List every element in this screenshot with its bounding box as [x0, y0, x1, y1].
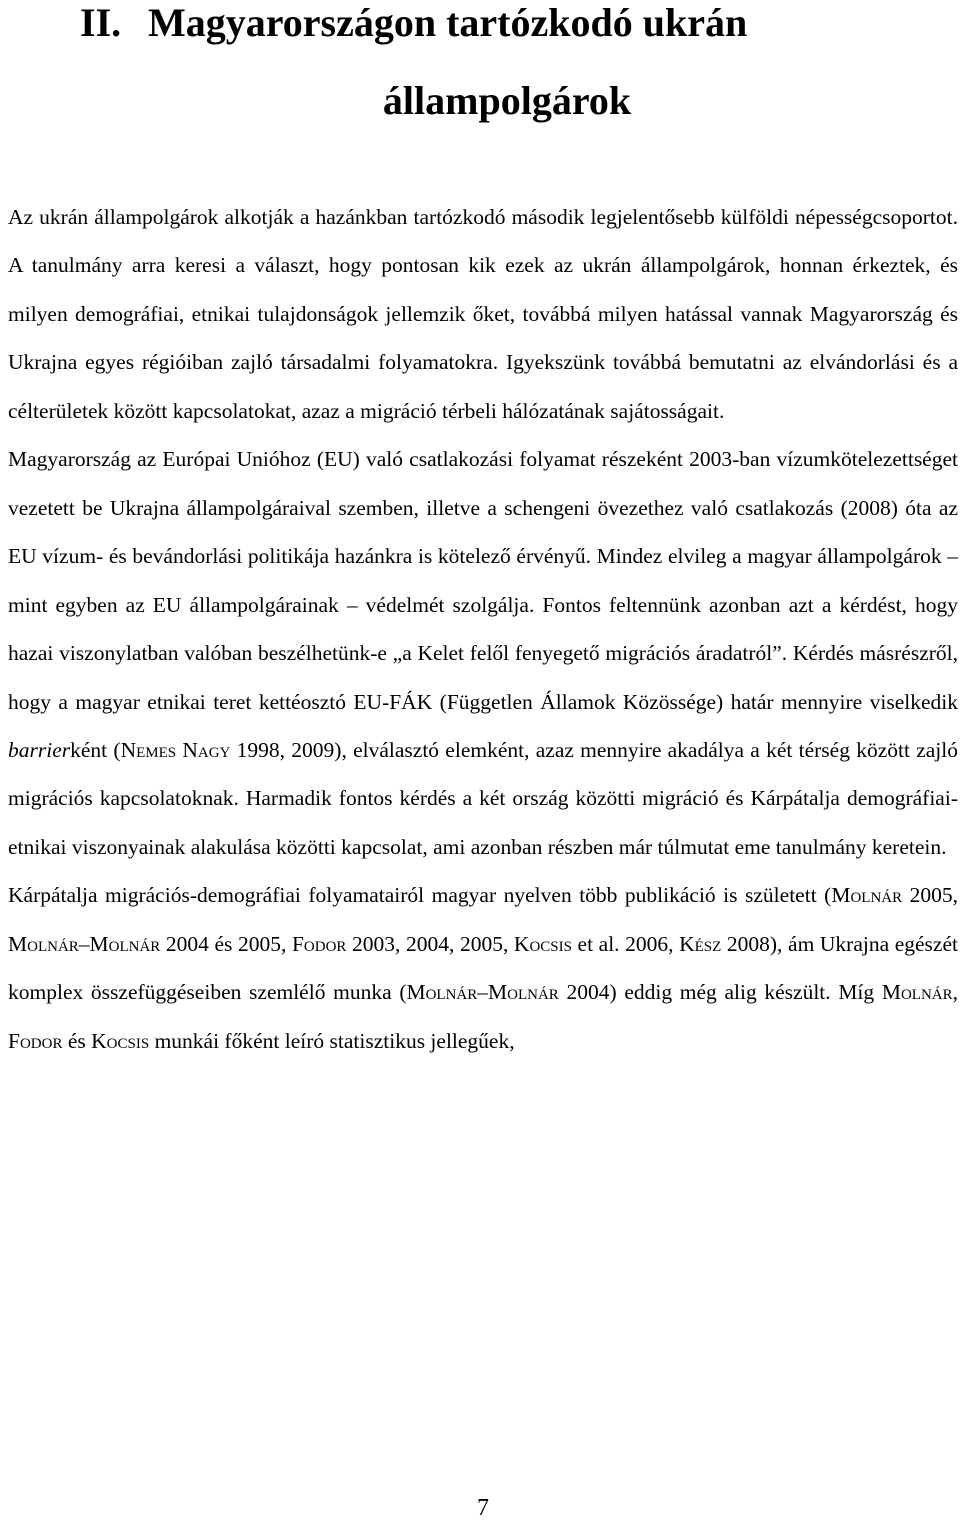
paragraph-2-text-b: ként (	[70, 737, 121, 762]
paragraph-3	[8, 871, 958, 1065]
chapter-title-text-2: állampolgárok	[382, 78, 632, 123]
italic-term-barrier: barrier	[8, 737, 71, 762]
paragraph-3-text-b: 2005,	[902, 883, 959, 908]
paragraph-2-text-c: 1998, 2009), elválasztó elemként, azaz mennyire akadálya a két térség között zajló migrációs kapcsolatoknak. Harmadik fontos kérdés a két ország közötti migráció és Kárpátalja demográfiai-etnikai viszonyainak alakulása közötti kapcsolat, ami azonban részben már túlmutat eme tanulmány keretein.	[8, 737, 958, 859]
paragraph-3-text-f: 2008), ám Ukrajna egészét komplex összefüggéseiben szemlélő munka (	[8, 931, 958, 1005]
paragraph-2	[8, 435, 958, 871]
citation-author-kocsis: Kocsis	[513, 931, 572, 956]
citation-author-kesz: Kész	[679, 931, 722, 956]
citation-author-fodor: Fodor	[291, 931, 347, 956]
paragraph-1: Az ukrán állampolgárok alkotják a hazánkban tartózkodó második legjelentősebb külföldi népességcsoportot. A tanulmány arra keresi a választ, hogy pontosan kik ezek az ukrán állampolgárok, honnan érkeztek, és milyen demográfiai, etnikai tulajdonságok jellemzik őket, továbbá milyen hatással vannak Magyarország és Ukrajna egyes régióiban zajló társadalmi folyamatokra. Igyekszünk továbbá bemutatni az elvándorlási és a célterületek között kapcsolatokat, azaz a migráció térbeli hálózatának sajátosságait.	[8, 205, 958, 423]
paragraph-3-text-d: 2003, 2004, 2005,	[346, 931, 514, 956]
paragraph-3-text-c: 2004 és 2005,	[160, 931, 292, 956]
paragraph-3-text-e: et al. 2006,	[571, 931, 680, 956]
paragraph-3-text-h: ,	[952, 980, 959, 1005]
citation-author-molnar: Molnár	[831, 883, 903, 908]
chapter-number: II.	[80, 0, 122, 45]
body-text	[8, 193, 958, 1065]
citation-author-molnar-2: Molnár	[881, 980, 953, 1005]
paragraph-3-text-j: munkái főként leíró statisztikus jellegűek,	[149, 1028, 515, 1053]
paragraph-3-text-a: Kárpátalja migrációs-demográfiai folyamatairól magyar nyelven több publikáció is született (	[8, 883, 832, 908]
citation-author-fodor-2: Fodor	[8, 1028, 63, 1053]
citation-author-molnar-molnar: Molnár–Molnár	[8, 931, 161, 956]
citation-author-nemes-nagy: Nemes Nagy	[120, 737, 231, 762]
chapter-heading-line1	[80, 0, 747, 46]
document-page	[8, 0, 958, 1528]
paragraph-3-text-g: 2004) eddig még alig készült. Míg	[558, 980, 882, 1005]
paragraph-2-text-a: Magyarország az Európai Unióhoz (EU) való csatlakozási folyamat részeként 2003-ban vízumkötelezettséget vezetett be Ukrajna állampolgáraival szemben, illetve a schengeni övezethez való csatlakozás (2008) óta az EU vízum- és bevándorlási politikája hazánkra is kötelező érvényű. Mindez elvileg a magyar állampolgárok – mint egyben az EU állampolgárainak – védelmét szolgálja. Fontos feltennünk azonban azt a kérdést, hogy hazai viszonylatban valóban beszélhetünk-e „a Kelet felől fenyegető migrációs áradatról”. Kérdés másrészről, hogy a magyar etnikai teret kettéosztó EU-FÁK (Független Államok Közössége) határ mennyire viselkedik	[8, 447, 958, 714]
page-number: 7	[477, 1495, 489, 1521]
citation-author-molnar-molnar-2: Molnár–Molnár	[406, 980, 559, 1005]
paragraph-3-text-i: és	[62, 1028, 92, 1053]
chapter-title-text-1: Magyarországon tartózkodó ukrán	[148, 0, 748, 45]
citation-author-kocsis-2: Kocsis	[91, 1028, 150, 1053]
